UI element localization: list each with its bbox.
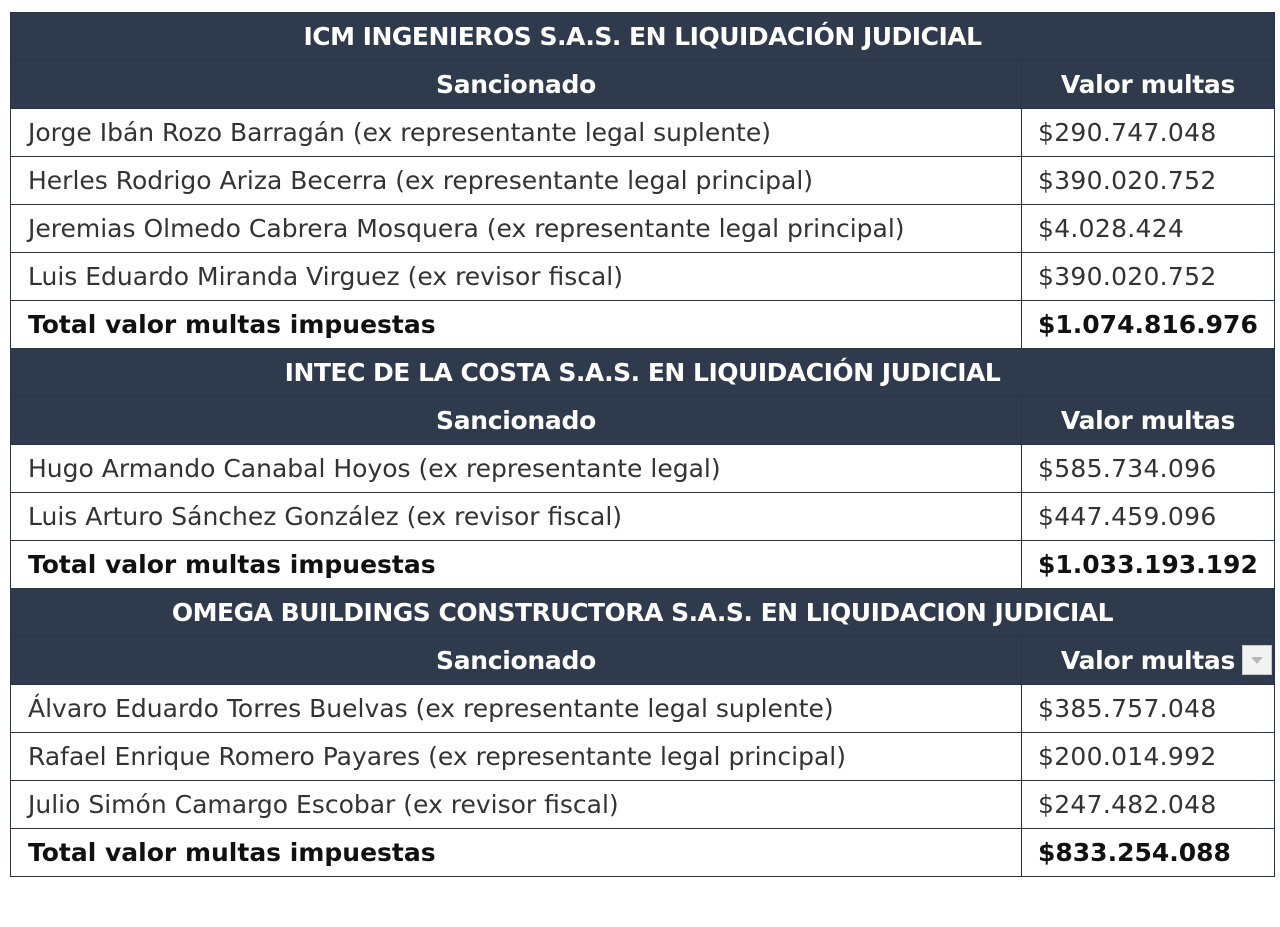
total-value: $1.074.816.976 [1022, 301, 1275, 349]
sanctioned-name: Hugo Armando Canabal Hoyos (ex representante legal) [11, 445, 1022, 493]
total-value: $833.254.088 [1022, 829, 1275, 877]
header-sancionado: Sancionado [11, 637, 1022, 685]
total-row [11, 301, 1275, 349]
fine-value: $200.014.992 [1022, 733, 1275, 781]
table-row [11, 685, 1275, 733]
company-title-row [11, 589, 1275, 637]
sanctioned-name: Julio Simón Camargo Escobar (ex revisor fiscal) [11, 781, 1022, 829]
column-header-row [11, 397, 1275, 445]
fines-table [10, 12, 1275, 877]
column-header-row [11, 61, 1275, 109]
sanctioned-name: Álvaro Eduardo Torres Buelvas (ex representante legal suplente) [11, 685, 1022, 733]
fine-value: $385.757.048 [1022, 685, 1275, 733]
table-row [11, 205, 1275, 253]
sanctioned-name: Jeremias Olmedo Cabrera Mosquera (ex representante legal principal) [11, 205, 1022, 253]
sanctioned-name: Jorge Ibán Rozo Barragán (ex representante legal suplente) [11, 109, 1022, 157]
column-header-row [11, 637, 1275, 685]
fine-value: $290.747.048 [1022, 109, 1275, 157]
total-label: Total valor multas impuestas [11, 301, 1022, 349]
header-valor-multas-cell [1022, 637, 1275, 685]
filter-dropdown-button[interactable] [1242, 645, 1272, 675]
company-title-row [11, 13, 1275, 61]
fine-value: $247.482.048 [1022, 781, 1275, 829]
table-row [11, 445, 1275, 493]
sanctioned-name: Luis Eduardo Miranda Virguez (ex revisor fiscal) [11, 253, 1022, 301]
total-label: Total valor multas impuestas [11, 829, 1022, 877]
sanctioned-name: Rafael Enrique Romero Payares (ex representante legal principal) [11, 733, 1022, 781]
header-valor-multas: Valor multas [1022, 61, 1275, 109]
header-sancionado: Sancionado [11, 397, 1022, 445]
total-row [11, 829, 1275, 877]
header-valor-multas: Valor multas [1060, 646, 1236, 675]
fine-value: $4.028.424 [1022, 205, 1275, 253]
fine-value: $447.459.096 [1022, 493, 1275, 541]
header-valor-multas: Valor multas [1022, 397, 1275, 445]
sanctioned-name: Luis Arturo Sánchez González (ex revisor fiscal) [11, 493, 1022, 541]
table-row [11, 253, 1275, 301]
total-label: Total valor multas impuestas [11, 541, 1022, 589]
sanctioned-name: Herles Rodrigo Ariza Becerra (ex representante legal principal) [11, 157, 1022, 205]
table-row [11, 733, 1275, 781]
header-sancionado: Sancionado [11, 61, 1022, 109]
fine-value: $390.020.752 [1022, 253, 1275, 301]
table-row [11, 493, 1275, 541]
chevron-down-icon [1251, 657, 1263, 664]
company-title: INTEC DE LA COSTA S.A.S. EN LIQUIDACIÓN JUDICIAL [11, 349, 1275, 397]
company-title: ICM INGENIEROS S.A.S. EN LIQUIDACIÓN JUDICIAL [11, 13, 1275, 61]
fine-value: $390.020.752 [1022, 157, 1275, 205]
fines-table-container [10, 12, 1274, 877]
table-row [11, 781, 1275, 829]
table-row [11, 157, 1275, 205]
total-value: $1.033.193.192 [1022, 541, 1275, 589]
company-title-row [11, 349, 1275, 397]
company-title: OMEGA BUILDINGS CONSTRUCTORA S.A.S. EN LIQUIDACION JUDICIAL [11, 589, 1275, 637]
total-row [11, 541, 1275, 589]
table-row [11, 109, 1275, 157]
fine-value: $585.734.096 [1022, 445, 1275, 493]
